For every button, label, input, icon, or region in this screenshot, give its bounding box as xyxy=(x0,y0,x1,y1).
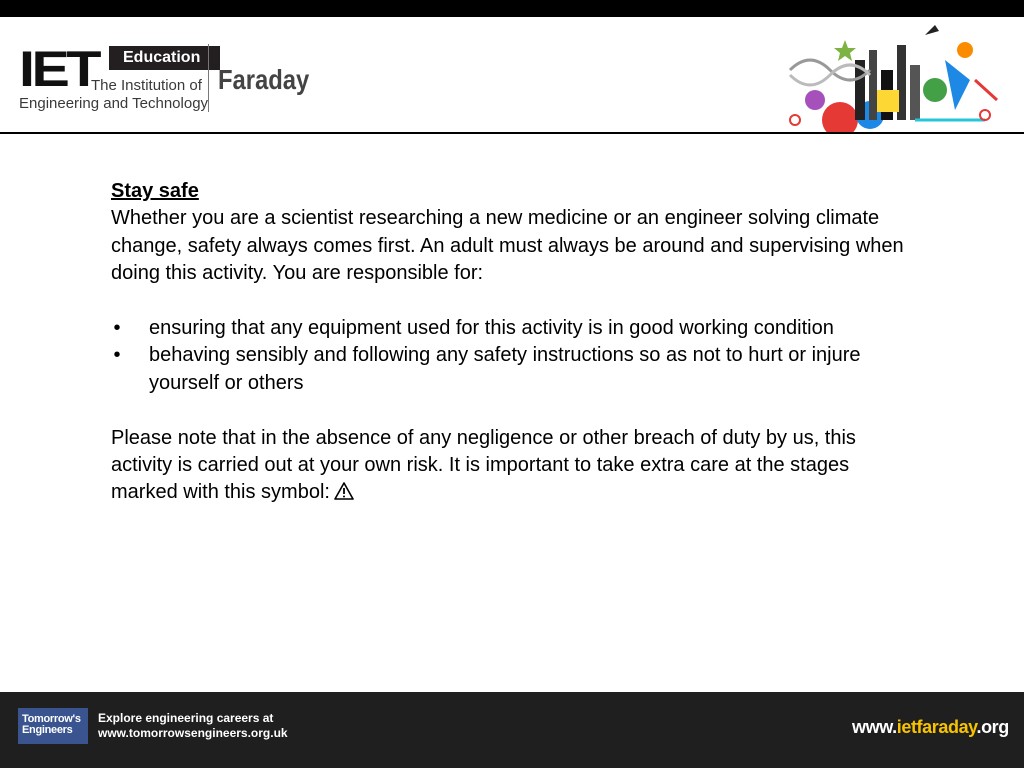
careers-line: Explore engineering careers at xyxy=(98,711,274,725)
url-highlight: ietfaraday xyxy=(896,717,977,737)
responsibility-list xyxy=(111,315,911,397)
warning-triangle-icon xyxy=(334,482,354,500)
institution-name-line2: Engineering and Technology xyxy=(19,95,209,112)
url-prefix: www. xyxy=(852,717,897,737)
url-suffix: .org xyxy=(976,717,1009,737)
header-divider xyxy=(0,132,1024,134)
list-item-text: ensuring that any equipment used for this activity is in good working condition xyxy=(149,317,834,340)
list-item xyxy=(111,342,911,397)
careers-text xyxy=(98,711,288,741)
footer-bar xyxy=(0,692,1024,768)
logo-divider xyxy=(208,44,209,112)
institution-name-line1: The Institution of xyxy=(91,77,202,94)
careers-link[interactable]: www.tomorrowsengineers.org.uk xyxy=(98,726,288,740)
faraday-brand: Faraday xyxy=(218,64,310,95)
risk-note xyxy=(111,425,911,507)
risk-note-text: Please note that in the absence of any negligence or other breach of duty by us, this activity is carried out at your own risk. It is important to take extra care at the stages marked with this symbol: xyxy=(111,426,856,504)
intro-paragraph: Whether you are a scientist researching a new medicine or an engineer solving climate change, safety always comes first. An adult must always be around and supervising when doing this activity. You are responsible for: xyxy=(111,207,904,285)
bullet-icon: • xyxy=(113,317,121,340)
science-illustration xyxy=(785,20,1000,132)
iet-faraday-logo[interactable] xyxy=(19,41,329,116)
section-heading: Stay safe xyxy=(111,180,199,202)
te-logo-line1: Tomorrow's xyxy=(22,713,81,725)
tomorrows-engineers-logo[interactable] xyxy=(18,708,88,744)
top-black-bar xyxy=(0,0,1024,17)
list-item-text: behaving sensibly and following any safety instructions so as not to hurt or injure yourself or others xyxy=(149,344,861,394)
bullet-icon: • xyxy=(113,344,121,367)
education-label: Education xyxy=(109,46,220,70)
te-logo-line2: Engineers xyxy=(22,724,73,736)
safety-notice xyxy=(111,178,911,507)
ietfaraday-url[interactable] xyxy=(852,717,1009,738)
list-item xyxy=(111,315,911,342)
iet-logo-letters: IET xyxy=(19,41,99,97)
